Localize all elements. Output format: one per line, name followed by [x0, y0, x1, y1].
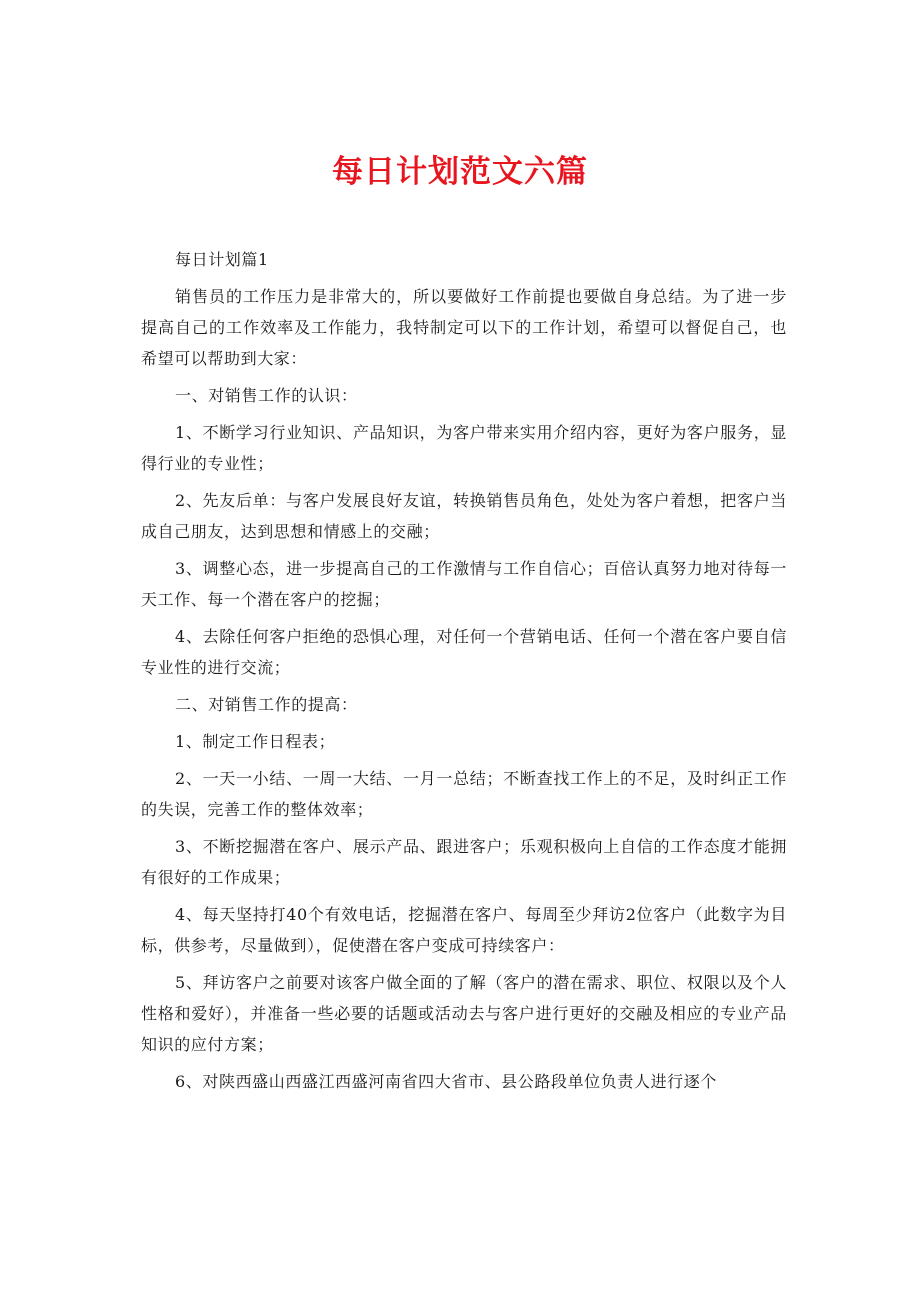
section-subheading: 二、对销售工作的提高：	[175, 695, 358, 714]
section-subheading: 一、对销售工作的认识：	[175, 386, 358, 405]
list-item: 2、一天一小结、一周一大结、一月一总结；不断查找工作上的不足，及时纠正工作的失误，完善工作的整体效率；	[141, 769, 787, 819]
section-heading: 每日计划篇1	[175, 250, 269, 269]
body-paragraph: 销售员的工作压力是非常大的，所以要做好工作前提也要做自身总结。为了进一步提高自己的工作效率及工作能力，我特制定可以下的工作计划，希望可以督促自己，也希望可以帮助到大家：	[141, 287, 787, 368]
list-item: 1、不断学习行业知识、产品知识，为客户带来实用介绍内容，更好为客户服务，显得行业的专业性；	[141, 423, 787, 473]
list-item: 4、去除任何客户拒绝的恐惧心理，对任何一个营销电话、任何一个潜在客户要自信专业性的进行交流；	[141, 627, 787, 677]
list-item: 1、制定工作日程表；	[175, 732, 336, 751]
list-item: 2、先友后单：与客户发展良好友谊，转换销售员角色，处处为客户着想，把客户当成自己朋友，达到思想和情感上的交融；	[141, 491, 787, 541]
list-item: 4、每天坚持打40个有效电话，挖掘潜在客户、每周至少拜访2位客户（此数字为目标，供参考，尽量做到），促使潜在客户变成可持续客户：	[141, 905, 787, 955]
list-item: 5、拜访客户之前要对该客户做全面的了解（客户的潜在需求、职位、权限以及个人性格和爱好），并准备一些必要的话题或活动去与客户进行更好的交融及相应的专业产品知识的应付方案；	[141, 973, 787, 1054]
list-item: 3、不断挖掘潜在客户、展示产品、跟进客户；乐观积极向上自信的工作态度才能拥有很好的工作成果；	[141, 837, 787, 887]
document-title: 每日计划范文六篇	[332, 154, 588, 190]
list-item: 3、调整心态，进一步提高自己的工作激情与工作自信心；百倍认真努力地对待每一天工作、每一个潜在客户的挖掘；	[141, 559, 787, 609]
list-item: 6、对陕西盛山西盛江西盛河南省四大省市、县公路段单位负责人进行逐个	[175, 1072, 717, 1091]
document-body	[141, 244, 787, 1103]
